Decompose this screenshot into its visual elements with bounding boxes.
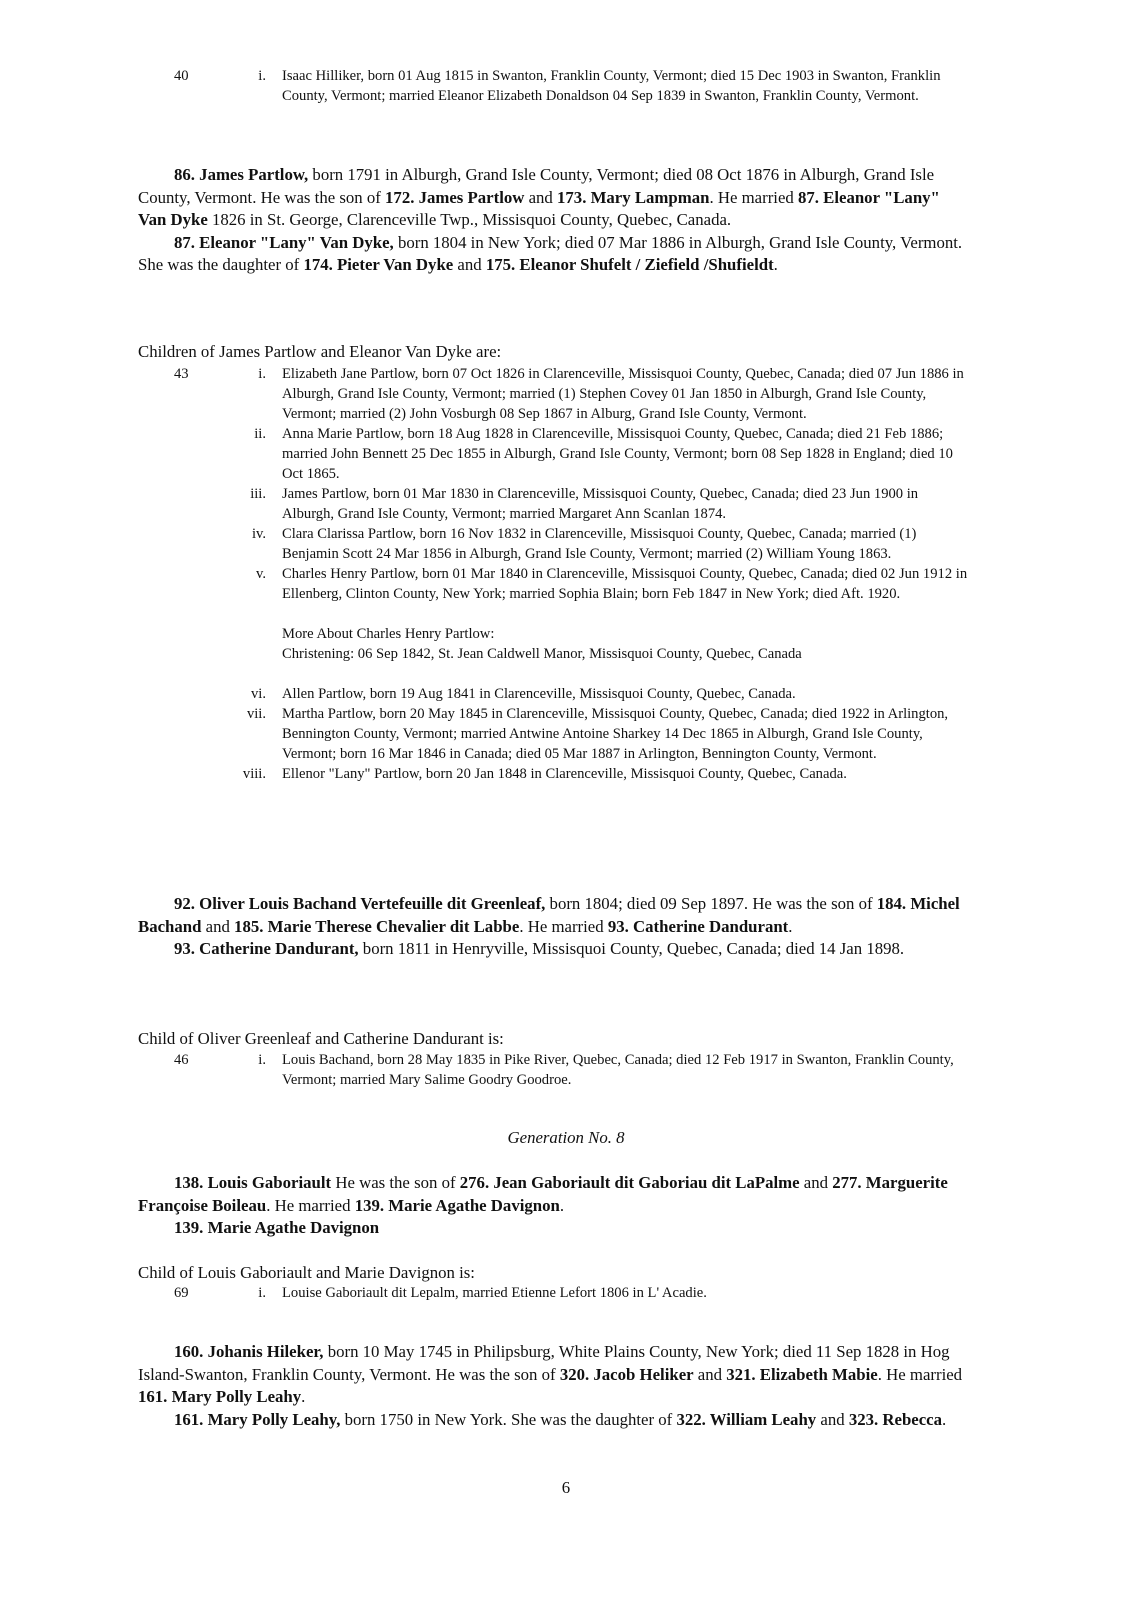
- children-intro-text: Child of Oliver Greenleaf and Catherine Dandurant is:: [138, 1029, 504, 1048]
- entry-text: . He married: [709, 187, 798, 207]
- child-roman-numeral: iii.: [250, 486, 266, 502]
- father-ref: 320. Jacob Heliker: [559, 1364, 694, 1384]
- child-text: Clara Clarissa Partlow, born 16 Nov 1832 in Clarenceville, Missisquoi County, Quebec, Canada; married (1) Benjamin Scott 24 Mar 1856 in Alburgh, Grand Isle County, Vermont; married (2) William Young 1863.: [282, 526, 917, 562]
- spouse-ref: 93. Catherine Dandurant: [607, 916, 789, 936]
- child-text: Elizabeth Jane Partlow, born 07 Oct 1826 in Clarenceville, Missisquoi County, Quebec, Canada; died 07 Jun 1886 in Alburgh, Grand Isle County, Vermont; married (1) Stephen Covey 01 Jan 1850 in Alburgh, Grand Isle County, Vermont; married (2) John Vosburgh 08 Sep 1867 in Alburg, Grand Isle County, Vermont.: [282, 366, 964, 422]
- entry-text: He was the son of: [331, 1173, 460, 1192]
- mother-ref: 185. Marie Therese Chevalier dit Labbe: [234, 916, 520, 936]
- children-intro-text: Children of James Partlow and Eleanor Van Dyke are:: [138, 342, 502, 361]
- section-oliver-bachand: [138, 893, 968, 961]
- father-ref: 276. Jean Gaboriault dit Gaboriau dit LaPalme: [459, 1173, 800, 1192]
- mother-ref: 277. Marguerite Françoise Boileau: [138, 1173, 948, 1215]
- entry-text: born 1804 in New York; died 07 Mar 1886 in Alburgh, Grand Isle County, Vermont. She was the daughter of: [138, 232, 963, 274]
- generation-number: 40: [174, 68, 189, 84]
- spouse-ref: 161. Mary Polly Leahy: [138, 1387, 302, 1406]
- child-roman-numeral: i.: [258, 68, 266, 84]
- child-entry: [0, 484, 970, 524]
- entry-text: born 1811 in Henryville, Missisquoi County, Quebec, Canada; died 14 Jan 1898.: [358, 939, 905, 958]
- child-text: Anna Marie Partlow, born 18 Aug 1828 in Clarenceville, Missisquoi County, Quebec, Canada; died 21 Feb 1886; married John Bennett 25 Dec 1855 in Alburgh, Grand Isle County, Vermont; born 08 Sep 1828 in England; died 10 Oct 1865.: [282, 426, 953, 482]
- person-entry-138: [138, 1172, 968, 1217]
- entry-text: . He married: [877, 1364, 963, 1384]
- child-entry: [0, 564, 970, 664]
- father-ref: 184. Michel Bachand: [138, 894, 960, 936]
- person-entry-93: [138, 938, 968, 961]
- child-entry: [0, 424, 970, 484]
- entry-text: and: [524, 187, 558, 207]
- person-entry-161: [138, 1409, 968, 1432]
- mother-ref: 323. Rebecca: [848, 1409, 943, 1429]
- father-ref: 322. William Leahy: [676, 1409, 817, 1429]
- children-list-partlow: [0, 364, 970, 784]
- children-intro-text: Child of Louis Gaboriault and Marie Davignon is:: [138, 1263, 475, 1282]
- child-text: Allen Partlow, born 19 Aug 1841 in Clarenceville, Missisquoi County, Quebec, Canada.: [282, 686, 796, 702]
- child-entry: [0, 524, 970, 564]
- child-roman-numeral: ii.: [254, 426, 266, 442]
- person-entry-92: [138, 893, 968, 938]
- children-intro: [138, 1028, 968, 1050]
- child-text: Louise Gaboriault dit Lepalm, married Etienne Lefort 1806 in L' Acadie.: [282, 1285, 707, 1301]
- entry-text: born 1791 in Alburgh, Grand Isle County, Vermont; died 08 Oct 1876 in Alburgh, Grand Isle County, Vermont. He was the son of: [138, 165, 935, 207]
- child-roman-numeral: v.: [256, 566, 266, 582]
- person-name: 161. Mary Polly Leahy,: [174, 1409, 341, 1429]
- section-louis-gaboriault: [138, 1172, 968, 1240]
- person-entry-87: [138, 232, 968, 277]
- child-roman-numeral: i.: [258, 1285, 266, 1301]
- person-name: 139. Marie Agathe Davignon: [174, 1218, 380, 1237]
- entry-text: . He married: [266, 1195, 355, 1215]
- children-list-bachand: [0, 1050, 970, 1090]
- entry-text: born 1750 in New York. She was the daughter of: [340, 1409, 677, 1429]
- person-entry-139: [138, 1217, 968, 1240]
- child-entry: [0, 704, 970, 764]
- entry-text: .: [559, 1195, 565, 1215]
- generation-number: 43: [174, 366, 189, 382]
- section-johanis-hileker: [138, 1341, 968, 1431]
- person-name: 86. James Partlow,: [174, 165, 309, 184]
- more-about-title: More About Charles Henry Partlow:: [282, 626, 495, 642]
- person-name: 92. Oliver Louis Bachand Vertefeuille dit Greenleaf,: [174, 894, 546, 913]
- child-roman-numeral: i.: [258, 366, 266, 382]
- entry-text: and: [816, 1409, 849, 1429]
- child-roman-numeral: iv.: [251, 526, 266, 542]
- entry-text: born 1804; died 09 Sep 1897. He was the son of: [545, 894, 877, 913]
- section-children-40: [0, 66, 970, 106]
- child-text: Isaac Hilliker, born 01 Aug 1815 in Swanton, Franklin County, Vermont; died 15 Dec 1903 in Swanton, Franklin County, Vermont; married Eleanor Elizabeth Donaldson 04 Sep 1839 in Swanton, Franklin County, Vermont.: [282, 68, 941, 104]
- spouse-ref: 87. Eleanor "Lany" Van Dyke: [138, 187, 940, 229]
- entry-text: and: [453, 255, 486, 274]
- child-roman-numeral: vii.: [246, 706, 266, 722]
- father-ref: 172. James Partlow: [385, 187, 525, 207]
- more-about-block: [282, 624, 970, 664]
- entry-text: and: [799, 1173, 833, 1192]
- children-list-gaboriault: [0, 1283, 970, 1303]
- child-entry: [0, 1283, 970, 1303]
- child-entry: [0, 764, 970, 784]
- person-entry-86: [138, 164, 968, 232]
- entry-text: . He married: [519, 916, 608, 936]
- entry-text: 1826 in St. George, Clarenceville Twp., Missisquoi County, Quebec, Canada.: [207, 210, 732, 229]
- entry-text: .: [942, 1409, 947, 1429]
- generation-number: 69: [174, 1285, 189, 1301]
- entry-text: and: [693, 1364, 727, 1384]
- entry-text: and: [201, 916, 235, 936]
- child-roman-numeral: viii.: [242, 766, 266, 782]
- generation-number: 46: [174, 1052, 189, 1068]
- mother-ref: 175. Eleanor Shufelt / Ziefield /Shufieldt: [485, 255, 774, 274]
- person-entry-160: [138, 1341, 968, 1409]
- person-name: 138. Louis Gaboriault: [174, 1173, 332, 1192]
- spouse-ref: 139. Marie Agathe Davignon: [354, 1195, 560, 1215]
- person-name: 87. Eleanor "Lany" Van Dyke,: [174, 232, 394, 252]
- entry-text: .: [301, 1387, 306, 1406]
- children-intro: [138, 341, 968, 363]
- mother-ref: 173. Mary Lampman: [557, 187, 710, 207]
- more-about-text: Christening: 06 Sep 1842, St. Jean Caldwell Manor, Missisquoi County, Quebec, Canada: [282, 646, 802, 662]
- section-james-partlow: [138, 164, 968, 277]
- child-entry: [0, 364, 970, 424]
- child-text: Martha Partlow, born 20 May 1845 in Clarenceville, Missisquoi County, Quebec, Canada; died 1922 in Arlington, Bennington County, Vermont; married Antwine Antoine Sharkey 14 Dec 1865 in Alburgh, Grand Isle County, Vermont; born 16 Mar 1846 in Canada; died 05 Mar 1887 in Arlington, Bennington County, Vermont.: [282, 706, 949, 762]
- child-text: Ellenor "Lany" Partlow, born 20 Jan 1848 in Clarenceville, Missisquoi County, Quebec, Canada.: [282, 766, 847, 782]
- child-roman-numeral: vi.: [251, 686, 266, 702]
- child-roman-numeral: i.: [258, 1052, 266, 1068]
- entry-text: .: [788, 916, 793, 936]
- child-entry: [0, 1050, 970, 1090]
- entry-text: born 10 May 1745 in Philipsburg, White Plains County, New York; died 11 Sep 1828 in Hog Island-Swanton, Franklin County, Vermont. He was the son of: [138, 1342, 950, 1384]
- child-entry: [0, 66, 970, 106]
- person-name: 93. Catherine Dandurant,: [174, 939, 359, 958]
- children-intro: [138, 1262, 968, 1284]
- page-number: 6: [561, 1478, 571, 1497]
- mother-ref: 321. Elizabeth Mabie: [726, 1364, 878, 1384]
- person-name: 160. Johanis Hileker,: [174, 1342, 324, 1361]
- child-text: Charles Henry Partlow, born 01 Mar 1840 in Clarenceville, Missisquoi County, Quebec, Canada; died 02 Jun 1912 in Ellenberg, Clinton County, New York; married Sophia Blain; born Feb 1847 in New York; died Aft. 1920.: [282, 566, 968, 602]
- father-ref: 174. Pieter Van Dyke: [303, 255, 454, 274]
- child-entry: [0, 684, 970, 704]
- generation-heading: Generation No. 8: [507, 1128, 625, 1147]
- child-text: Louis Bachand, born 28 May 1835 in Pike River, Quebec, Canada; died 12 Feb 1917 in Swanton, Franklin County, Vermont; married Mary Salime Goodry Goodroe.: [282, 1052, 954, 1088]
- child-text: James Partlow, born 01 Mar 1830 in Clarenceville, Missisquoi County, Quebec, Canada; died 23 Jun 1900 in Alburgh, Grand Isle County, Vermont; married Margaret Ann Scanlan 1874.: [282, 486, 919, 522]
- entry-text: .: [773, 255, 778, 274]
